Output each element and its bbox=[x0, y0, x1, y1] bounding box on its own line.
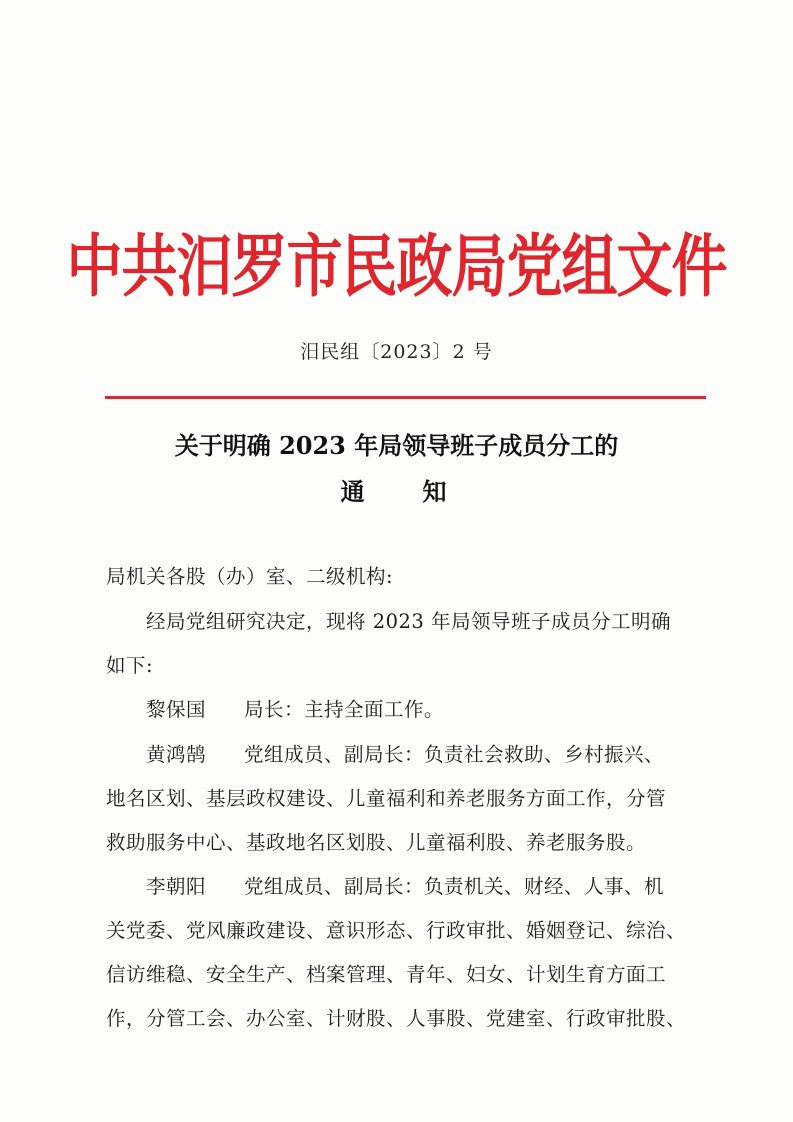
salutation: 局机关各股（办）室、二级机构: bbox=[106, 565, 394, 588]
document-header-title: 中共汨罗市民政局党组文件 bbox=[66, 226, 727, 308]
notice-title-line2: 通知 bbox=[340, 477, 505, 506]
document-number: 汨民组〔2023〕2 号 bbox=[300, 341, 493, 363]
leader-3-duties-line3: 信访维稳、安全生产、档案管理、青年、妇女、计划生育方面工 bbox=[106, 963, 667, 986]
leader-2-duties-line3: 救助服务中心、基政地名区划股、儿童福利股、养老服务股。 bbox=[106, 831, 647, 854]
leader-name: 黄鸿鹄 bbox=[146, 743, 207, 766]
leader-name: 李朝阳 bbox=[146, 875, 207, 898]
leader-3-duties-line2: 关党委、党风廉政建设、意识形态、行政审批、婚姻登记、综治、 bbox=[106, 919, 687, 942]
intro-paragraph-line2: 如下: bbox=[106, 654, 154, 677]
leader-entry-1 bbox=[146, 694, 444, 722]
red-divider-line bbox=[105, 396, 706, 399]
leader-entry-2 bbox=[146, 739, 664, 767]
leader-duties: 党组成员、副局长：负责社会救助、乡村振兴、 bbox=[244, 743, 665, 766]
leader-2-duties-line2: 地名区划、基层政权建设、儿童福利和养老服务方面工作，分管 bbox=[106, 787, 667, 810]
notice-title-line1: 关于明确 2023 年局领导班子成员分工的 bbox=[174, 431, 619, 460]
intro-paragraph-line1: 经局党组研究决定，现将 2023 年局领导班子成员分工明确 bbox=[146, 610, 672, 633]
leader-name: 黎保国 bbox=[146, 698, 207, 721]
leader-duties: 局长：主持全面工作。 bbox=[244, 698, 445, 721]
leader-entry-3 bbox=[146, 871, 664, 899]
leader-duties: 党组成员、副局长：负责机关、财经、人事、机 bbox=[244, 875, 665, 898]
leader-3-duties-line4: 作，分管工会、办公室、计财股、人事股、党建室、行政审批股、 bbox=[106, 1007, 687, 1030]
